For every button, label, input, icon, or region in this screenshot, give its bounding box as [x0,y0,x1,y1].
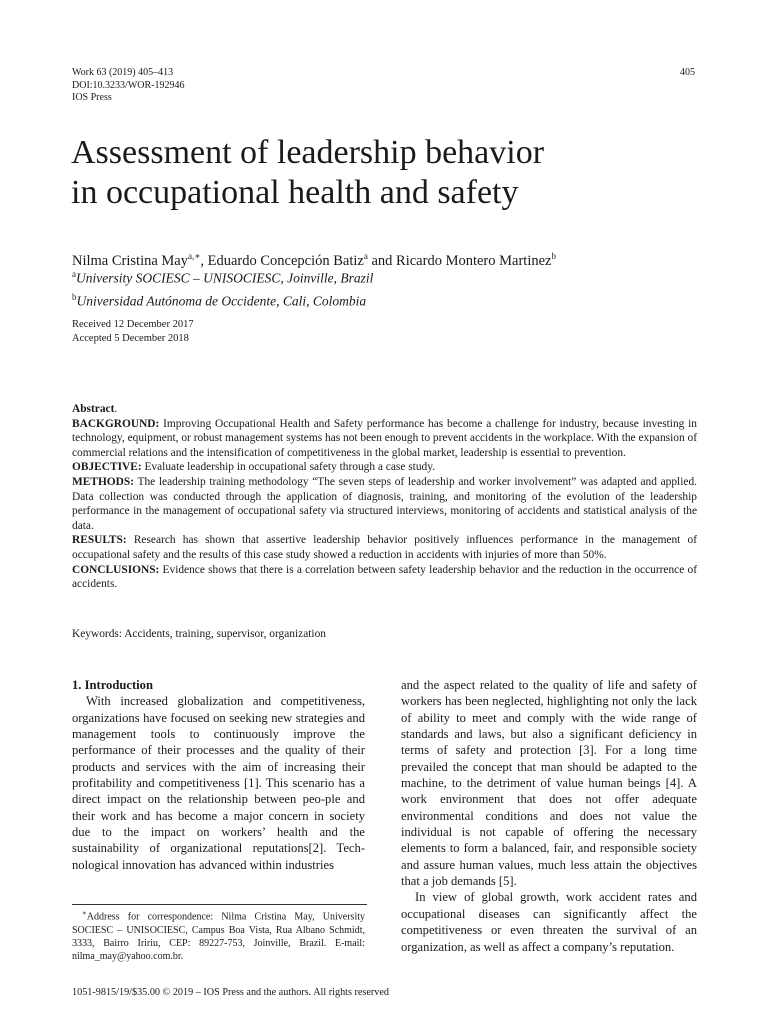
affiliation-text: University SOCIESC – UNISOCIESC, Joinville, Brazil [76,270,374,286]
body-paragraph: With increased globalization and competitiveness, organizations have focused on seeking new strategies and management tools to continuously improve the performance of their processes and the quality of their products and services with the aim of increasing their profitability and competitiveness [1]. This scenario has a direct impact on the relationship between peo-ple and their work and has become a major concern in society due to the impact on workers’ health and the sustainability of organizational reputations[2]. Tech-nological innovation has advanced within industries [72,694,365,872]
received-date: Received 12 December 2017 [72,319,194,330]
abstract-background-label: BACKGROUND: [72,417,160,430]
publisher-name: IOS Press [72,92,112,103]
author-affiliation-marker: a [363,251,368,261]
abstract-methods-text: The leadership training methodology “The seven steps of leadership and worker involvement” was adapted and applied. Data collection was conducted through the application of diagnosis, training, and monitoring of the evolution of the leadership performance in the management of occupational safety via structured interviews, monitoring of accidents and statistical analysis of the data. [72,475,697,532]
abstract-objective [72,460,697,475]
abstract-background [72,417,697,461]
keywords: Keywords: Accidents, training, supervisor, organization [72,628,326,640]
abstract-objective-text: Evaluate leadership in occupational safety through a case study. [141,461,436,474]
paper-title-line-2: in occupational health and safety [71,174,519,211]
body-column-left [72,677,365,873]
footnote-text: Address for correspondence: Nilma Cristina May, University SOCIESC – UNISOCIESC, Campus Boa Vista, Rua Albano Schmidt, 3333, Bairro Iririu, CEP: 89227-753, Joinville, Brazil. E-mail: nilma_may@yahoo.com.br. [72,911,365,962]
submission-dates [72,318,372,346]
body-column-right [401,677,697,955]
author-name: Nilma Cristina May [72,252,188,269]
accepted-date: Accepted 5 December 2018 [72,333,189,344]
journal-header [72,67,372,105]
affiliation-text: Universidad Autónoma de Occidente, Cali, Colombia [76,293,367,308]
affiliation-item [72,288,712,311]
abstract-objective-label: OBJECTIVE: [72,461,142,474]
author-affiliation-marker: a,∗ [188,251,201,261]
abstract-label-period: . [114,403,118,415]
abstract-methods-label: METHODS: [72,475,135,488]
doi-link[interactable]: DOI:10.3233/WOR-192946 [72,79,185,91]
abstract-results-text: Research has shown that assertive leadership behavior positively influences performance in the management of occupational safety and the results of this case study showed a reduction in accidents with injuries of more than 50%. [72,534,697,561]
author-affiliation-marker: b [551,251,556,261]
author-separator: , [200,252,208,269]
page-number: 405 [680,67,695,78]
correspondence-footnote [72,907,365,963]
footnote-marker: ∗ [82,909,87,917]
affiliation-list [72,265,712,310]
section-heading: 1. Introduction [72,678,153,692]
paper-title [71,133,711,213]
copyright-footer: 1051-9815/19/$35.00 © 2019 – IOS Press and the authors. All rights reserved [72,987,390,998]
abstract-conclusions [72,563,697,592]
body-paragraph: In view of global growth, work accident rates and occupational diseases can significantly affect the competitiveness or even threaten the survival of an organization, as well as affect a company’s reputation. [401,890,697,954]
abstract-methods [72,475,697,533]
affiliation-item [72,265,712,288]
author-name: Eduardo Concepción Batiz [207,252,364,269]
affiliation-marker: b [72,291,77,302]
abstract-label: Abstract [72,403,115,415]
affiliation-marker: a [72,269,76,279]
abstract-heading [72,402,697,417]
journal-citation: Work 63 (2019) 405–413 [72,67,174,78]
abstract-results-label: RESULTS: [72,534,127,547]
abstract-background-text: Improving Occupational Health and Safety performance has become a challenge for industry, because investing in technology, equipment, or robust management systems has not been enough to prevent accidents in the workplace. With the expansion of commercial relations and the intensification of competitiveness in the global market, leadership is essential to prevention. [72,417,697,459]
author-name: Ricardo Montero Martinez [396,252,552,269]
paper-title-line-1: Assessment of leadership behavior [71,134,545,171]
abstract-results [72,533,697,562]
abstract-conclusions-label: CONCLUSIONS: [72,563,160,576]
abstract-conclusions-text: Evidence shows that there is a correlation between safety leadership behavior and the reduction in the occurrence of accidents. [72,563,697,591]
footnote-divider [72,904,367,905]
author-separator: and [367,252,397,269]
body-paragraph: and the aspect related to the quality of life and safety of workers has been neglected, highlighting not only the lack of ability to meet and comply with the wide range of standards and laws, but also a significant deficiency in terms of safety and protection [3]. For a long time prevailed the concept that man should be adapted to the machine, to the detriment of value human beings [4]. A work environment that does not offer adequate environmental conditions and does not value the individual is not capable of offering the necessary elements to form a balanced, fair, and responsible society and assure human values, much less attain the objectives that a job demands [5]. [401,678,697,889]
abstract [72,402,697,592]
